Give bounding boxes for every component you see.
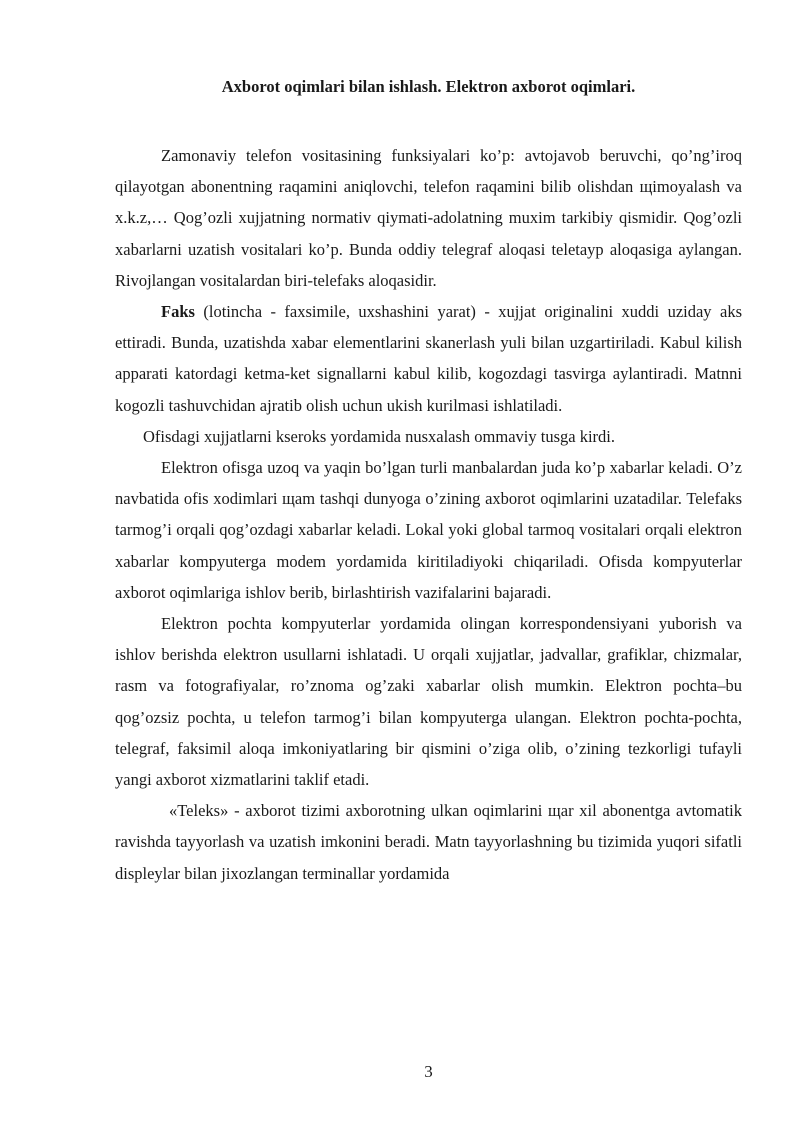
paragraph-email: Elektron pochta kompyuterlar yordamida olingan korrespondensiyani yuborish va ishlov berishda elektron usullarni ishlatadi. U orqali xujjatlar, jadvallar, grafiklar, chizmalar, rasm va fotografiyalar, ro’znoma og’zaki xabarlar olish mumkin. Elektron pochta–bu qog’ozsiz pochta, u telefon tarmog’i bilan kompyuterga ulangan. Elektron pochta-pochta, telegraf, faksimil aloqa imkoniyatlaring bir qismini o’ziga olib, o’zining tezkorligi tufayli yangi axborot xizmatlarini taklif etadi. <box>115 614 742 790</box>
faks-term: Faks <box>161 302 195 322</box>
paragraph-telephone: Zamonaviy telefon vositasining funksiyalari ko’p: avtojavob beruvchi, qo’ng’iroq qilayotgan abonentning raqamini aniqlovchi, telefon raqamini bilib olishdan щimoyalash va x.k.z,… Qog’ozli xujjatning normativ qiymati-adolatning muxim tarkibiy qismidir. Qog’ozli xabarlarni uzatish vositalari ko’p. Bunda oddiy telegraf aloqasi teletayp aloqasiga aylangan. Rivojlangan vositalardan biri-telefaks aloqasidir. <box>115 146 742 290</box>
document-body <box>115 140 742 889</box>
paragraph-teleks: «Teleks» - axborot tizimi axborotning ulkan oqimlarini щar xil abonentga avtomatik ravishda tayyorlash va uzatish imkonini beradi. Matn tayyorlashning bu tizimida yuqori sifatli displeylar bilan jixozlangan terminallar yordamida <box>115 801 742 883</box>
paragraph-kseroks: Ofisdagi xujjatlarni kseroks yordamida nusxalash ommaviy tusga kirdi. <box>143 426 615 446</box>
faks-definition: (lotincha - faxsimile, uxshashini yarat) - xujjat originalini xuddi uziday aks ettiradi. Bunda, uzatishda xabar elementlarini skanerlash yuli bilan uzgartiriladi. Kabul kilish apparati katordagi ketma-ket signallarni kabul kilib, kogozdagi tasvirga aylantiradi. Matnni kogozli tashuvchidan ajratib olish uchun ukish kurilmasi ishlatiladi. <box>115 302 742 415</box>
paragraph-electronic-office: Elektron ofisga uzoq va yaqin bo’lgan turli manbalardan juda ko’p xabarlar keladi. O’z navbatida ofis xodimlari щam tashqi dunyoga o’zining axborot oqimlarini uzatadilar. Telefaks tarmog’i orqali qog’ozdagi xabarlar keladi. Lokal yoki global tarmoq vositalari orqali elektron xabarlar kompyuterga modem yordamida kiritiladiyoki chiqariladi. Ofisda kompyuterlar axborot oqimlariga ishlov berib, birlashtirish vazifalarini bajaradi. <box>115 458 742 602</box>
document-title: Axborot oqimlari bilan ishlash. Elektron axborot oqimlari. <box>221 77 636 96</box>
paragraph-faks <box>115 296 742 421</box>
page-number: 3 <box>424 1062 433 1081</box>
